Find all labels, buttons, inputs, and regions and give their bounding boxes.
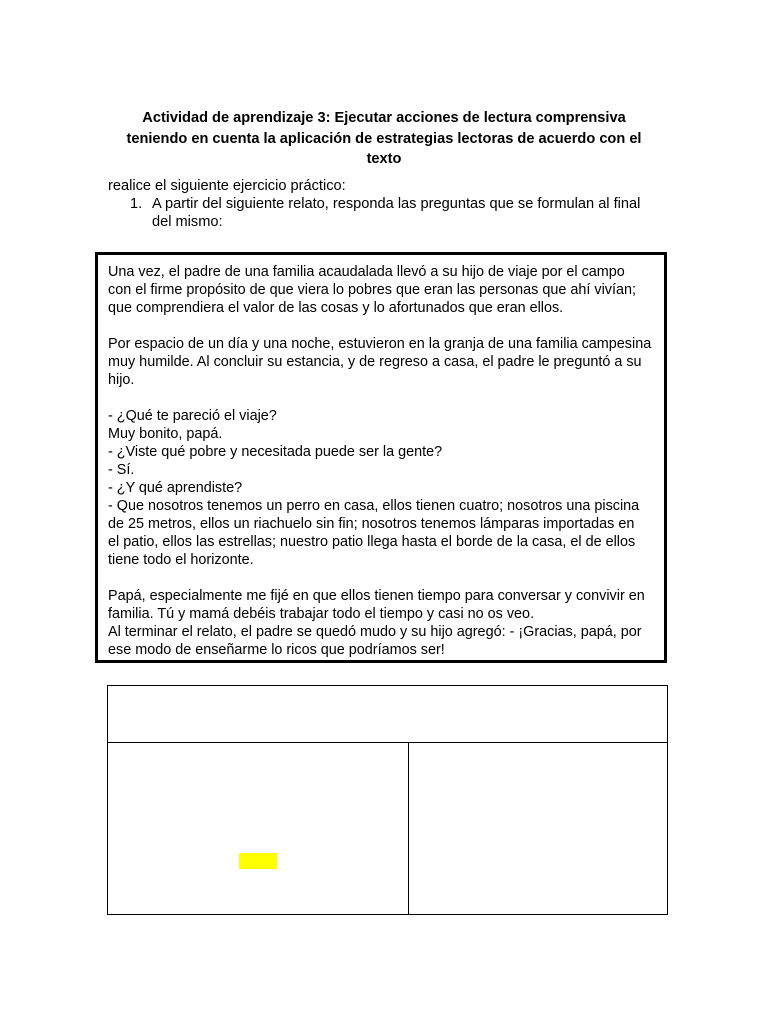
story-line: - ¿Y qué aprendiste? xyxy=(108,480,243,496)
list-item-line: del mismo: xyxy=(152,214,223,230)
story-line: ese modo de enseñarme lo ricos que podríamos ser! xyxy=(108,642,445,658)
paragraph-gap xyxy=(108,317,656,335)
story-line: el patio, ellos las estrellas; nuestro patio llega hasta el borde de la casa, el de ellos xyxy=(108,534,636,550)
story-line: Por espacio de un día y una noche, estuvieron en la granja de una familia campesina xyxy=(108,336,652,352)
story-box xyxy=(95,252,667,663)
story-line: - Que nosotros tenemos un perro en casa, ellos tienen cuatro; nosotros una piscina xyxy=(108,498,640,514)
story-line: Al terminar el relato, el padre se quedó mudo y su hijo agregó: - ¡Gracias, papá, por xyxy=(108,624,642,640)
story-line: con el firme propósito de que viera lo pobres que eran las personas que ahí vivían; xyxy=(108,282,636,298)
instruction-text: realice el siguiente ejercicio práctico: xyxy=(108,178,346,194)
title-line: teniendo en cuenta la aplicación de estrategias lectoras de acuerdo con el xyxy=(126,130,642,147)
title-line: Actividad de aprendizaje 3: Ejecutar acciones de lectura comprensiva xyxy=(142,110,626,126)
story-line: que comprendiera el valor de las cosas y lo afortunados que eran ellos. xyxy=(108,300,564,316)
story-line: Una vez, el padre de una familia acaudalada llevó a su hijo de viaje por el campo xyxy=(108,264,625,280)
table-header-cell[interactable] xyxy=(108,686,667,743)
story-line: muy humilde. Al concluir su estancia, y de regreso a casa, el padre le preguntó a su xyxy=(108,354,642,370)
activity-title xyxy=(110,108,658,170)
title-line: texto xyxy=(366,151,402,167)
story-line: de 25 metros, ellos un riachuelo sin fin; nosotros tenemos lámparas importadas en xyxy=(108,516,635,532)
story-line: Muy bonito, papá. xyxy=(108,426,223,442)
answer-table xyxy=(107,685,668,915)
paragraph-gap xyxy=(108,569,656,587)
story-line: familia. Tú y mamá debéis trabajar todo el tiempo y casi no os veo. xyxy=(108,606,535,622)
table-cell-right[interactable] xyxy=(409,743,667,914)
highlight-mark xyxy=(239,853,277,869)
paragraph-gap xyxy=(108,389,656,407)
story-line: - ¿Viste qué pobre y necesitada puede ser la gente? xyxy=(108,444,443,460)
list-item xyxy=(152,195,672,231)
table-cell-left[interactable] xyxy=(108,743,409,914)
list-number: 1. xyxy=(130,196,143,212)
story-line: tiene todo el horizonte. xyxy=(108,552,254,568)
story-line: - ¿Qué te pareció el viaje? xyxy=(108,408,277,424)
list-item-line: A partir del siguiente relato, responda las preguntas que se formulan al final xyxy=(152,196,641,212)
story-line: Papá, especialmente me fijé en que ellos tienen tiempo para conversar y convivir en xyxy=(108,588,645,604)
story-line: hijo. xyxy=(108,372,135,388)
story-line: - Sí. xyxy=(108,462,135,478)
